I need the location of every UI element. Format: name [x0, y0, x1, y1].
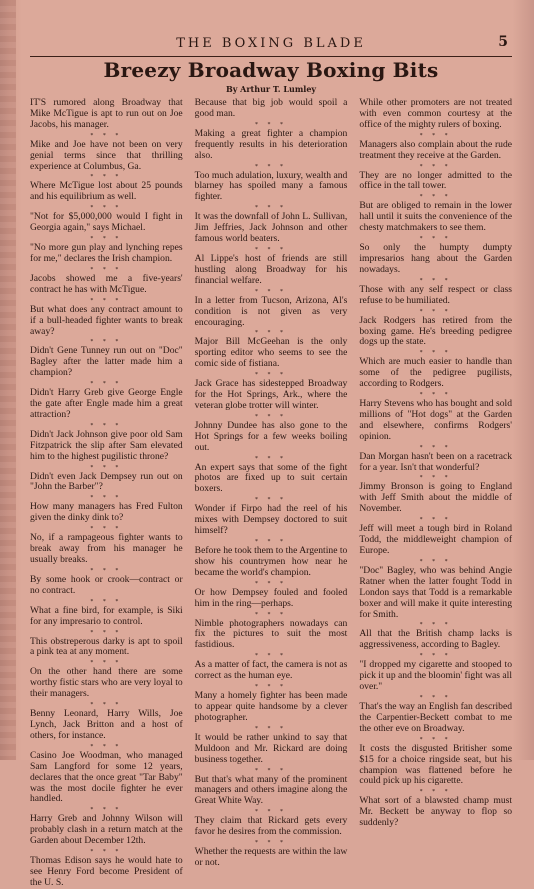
article-paragraph: Because that big job would spoil a good man. — [194, 97, 348, 119]
section-separator: * * * — [419, 308, 452, 315]
column-2 — [194, 97, 348, 868]
section-separator: * * * — [255, 121, 287, 128]
article-paragraph: Jack Grace has sidestepped Broadway for the Hot Springs, Ark., where the veteran globe trotter will winter. — [194, 378, 348, 411]
article-paragraph: "I dropped my cigarette and stooped to pick it up and the bloomin' fight was all over." — [359, 659, 513, 693]
section-separator: * * * — [255, 611, 287, 618]
section-separator: * * * — [255, 205, 287, 212]
article-paragraph: How many managers has Fred Fulton given the dinky dink to? — [30, 501, 183, 524]
article-paragraph: So only the humpty dumpty impresarios hang about the Garden nowadays. — [359, 242, 513, 275]
article-paragraph: But that's what many of the prominent managers and others imagine along the Great White Way. — [194, 773, 348, 807]
article-paragraph: They are no longer admitted to the office in the tall tower. — [359, 169, 513, 192]
article-paragraph: In a letter from Tucson, Arizona, Al's condition is not given as very encouraging. — [194, 294, 348, 328]
section-separator: * * * — [90, 807, 123, 814]
section-separator: * * * — [255, 413, 287, 420]
article-paragraph: Casino Joe Woodman, who managed Sam Langford for some 12 years, declares that the once great "Tar Baby" was the most docile fighter he ever handled. — [30, 749, 183, 805]
section-separator: * * * — [90, 174, 123, 181]
section-separator: * * * — [90, 205, 123, 212]
article-paragraph: Thomas Edison says he would hate to see Henry Ford become President of the U. S. — [30, 855, 183, 888]
section-separator: * * * — [90, 297, 123, 304]
section-separator: * * * — [90, 526, 123, 533]
article-paragraph: Mike and Joe have not been on very genial terms since that thrilling experience at Columbus, Ga. — [30, 138, 183, 172]
article-paragraph: Jacobs showed me a five-years' contract he has with McTigue. — [30, 272, 183, 295]
article-paragraph: "Not for $5,000,000 would I fight in Georgia again," says Michael. — [30, 211, 183, 234]
article-paragraph: An expert says that some of the fight photos are fixed up to suit certain boxers. — [194, 461, 348, 495]
section-separator: * * * — [90, 266, 123, 273]
section-separator: * * * — [90, 629, 123, 636]
article-paragraph: Making a great fighter a champion frequently results in his deterioration also. — [194, 127, 348, 161]
article-paragraph: IT'S rumored along Broadway that Mike McTigue is apt to run out on Joe Jacobs, his manager. — [30, 97, 183, 130]
section-separator: * * * — [255, 330, 287, 337]
section-separator: * * * — [255, 725, 287, 732]
article-paragraph: It was the downfall of John L. Sullivan, Jim Jeffries, Jack Johnson and other famous world beaters. — [194, 211, 348, 245]
article-paragraph: It costs the disgusted Britisher some $15 for a choice ringside seat, but his champion was flattened before he could pick up his cigarette. — [359, 742, 513, 787]
article-paragraph: Benny Leonard, Harry Wills, Joe Lynch, Jack Britton and a host of others, for instance. — [30, 708, 183, 741]
article-paragraph: Where McTigue lost about 25 pounds and his equilibrium as well. — [30, 180, 183, 203]
section-separator: * * * — [255, 684, 287, 691]
article-paragraph: No, if a rampageous fighter wants to break away from his manager he usually breaks. — [30, 532, 183, 565]
section-separator: * * * — [419, 558, 452, 565]
section-separator: * * * — [255, 809, 287, 816]
section-separator: * * * — [90, 495, 123, 502]
section-separator: * * * — [90, 381, 123, 388]
section-separator: * * * — [90, 702, 123, 709]
article-paragraph: As a matter of fact, the camera is not as correct as the human eye. — [194, 659, 348, 682]
article-paragraph: Didn't Harry Greb give George Engle the gate after Engle made him a great attraction? — [30, 387, 183, 420]
article-paragraph: Nimble photographers nowadays can fix the pictures to suit the most fastidious. — [194, 617, 348, 651]
article-paragraph: On the other hand there are some worthy fistic stars who are very loyal to their managers. — [30, 666, 183, 700]
article-paragraph: Didn't Jack Johnson give poor old Sam Fitzpatrick the slip after Sam elevated him to the highest pugilistic throne? — [30, 428, 183, 462]
section-separator: * * * — [419, 622, 452, 629]
section-separator: * * * — [419, 236, 452, 243]
article-paragraph: Whether the requests are within the law or not. — [194, 846, 348, 868]
section-separator: * * * — [419, 350, 452, 357]
article-title: Breezy Broadway Boxing Bits — [103, 58, 439, 82]
article-paragraph: That's the way an English fan described the Carpentier-Beckett combat to me the other eve on Broadway. — [359, 700, 513, 734]
article-byline: By Arthur T. Lumley — [225, 84, 317, 94]
article-paragraph: Jack Rodgers has retired from the boxing game. He's breeding pedigree dogs up the state. — [359, 314, 513, 348]
section-separator: * * * — [255, 372, 287, 379]
article-paragraph: Too much adulation, luxury, wealth and blarney has spoiled many a famous fighter. — [194, 169, 348, 203]
article-paragraph: This obstreperous darky is apt to spoil a pink tea at any moment. — [30, 635, 183, 658]
article-paragraph: Harry Greb and Johnny Wilson will probably clash in a return match at the Garden about December 12th. — [30, 813, 183, 847]
section-separator: * * * — [90, 422, 123, 429]
article-paragraph: What a fine bird, for example, is Siki for any impresario to control. — [30, 604, 183, 627]
section-separator: * * * — [90, 849, 123, 856]
article-paragraph: It would be rather unkind to say that Muldoon and Mr. Rickard are doing business together. — [194, 731, 348, 765]
section-separator: * * * — [419, 132, 452, 139]
section-separator: * * * — [255, 767, 287, 774]
article-paragraph: But what does any contract amount to if a bull-headed fighter wants to break away? — [30, 303, 183, 337]
article-body — [30, 97, 513, 888]
section-separator: * * * — [90, 743, 123, 750]
article-paragraph: What sort of a blawsted champ must Mr. Beckett be anyway to flop so suddenly? — [359, 795, 513, 829]
section-separator: * * * — [419, 444, 452, 451]
section-separator: * * * — [255, 580, 287, 587]
article-paragraph: Major Bill McGeehan is the only sporting editor who seems to see the comic side of fistiana. — [194, 336, 348, 370]
section-separator: * * * — [255, 288, 287, 295]
article-paragraph: Managers also complain about the rude treatment they receive at the Garden. — [359, 138, 513, 161]
article-paragraph: Didn't Gene Tunney run out on "Doc" Bagley after the latter made him a champion? — [30, 345, 183, 379]
running-header — [30, 34, 512, 57]
section-separator: * * * — [419, 653, 452, 660]
article-paragraph: While other promoters are not treated with even common courtesy at the office of the mighty rulers of boxing. — [359, 97, 513, 130]
article-paragraph: "No more gun play and lynching repes for me," declares the Irish champion. — [30, 242, 183, 264]
page-number: 5 — [498, 34, 508, 50]
article-paragraph: Dan Morgan hasn't been on a racetrack for a year. Isn't that wonderful? — [359, 450, 513, 473]
article-paragraph: Johnny Dundee has also gone to the Hot Springs for a few weeks boiling out. — [194, 419, 348, 453]
section-separator: * * * — [255, 455, 287, 462]
article-paragraph: Or how Dempsey fouled and fooled him in the ring—perhaps. — [194, 586, 348, 609]
article-paragraph: "Doc" Bagley, who was behind Angie Ratner when the latter fought Todd in London says that Todd is a remarkable boxer and will make it quite interesting for Smith. — [359, 564, 513, 620]
section-separator: * * * — [419, 277, 452, 284]
section-separator: * * * — [90, 660, 123, 667]
publication-title: THE BOXING BLADE — [176, 36, 366, 51]
section-separator: * * * — [90, 464, 123, 471]
section-separator: * * * — [419, 163, 452, 170]
article-paragraph: Before he took them to the Argentine to show his countrymen how near he became the world's champion. — [194, 545, 348, 578]
section-separator: * * * — [419, 392, 452, 399]
article-paragraph: By some hook or crook—contract or no contract. — [30, 573, 183, 596]
article-paragraph: Didn't even Jack Dempsey run out on "John the Barber"? — [30, 470, 183, 493]
column-1 — [30, 97, 183, 888]
article-paragraph: Harry Stevens who has bought and sold millions of "Hot dogs" at the Garden and elsewhere, confirms Rodgers' opinion. — [359, 398, 513, 442]
article-paragraph: All that the British champ lacks is aggressiveness, according to Bagley. — [359, 628, 513, 651]
section-separator: * * * — [90, 567, 123, 574]
section-separator: * * * — [255, 840, 287, 847]
section-separator: * * * — [90, 132, 123, 139]
section-separator: * * * — [419, 736, 452, 743]
section-separator: * * * — [255, 653, 287, 660]
page-binding — [0, 0, 16, 760]
article-paragraph: They claim that Rickard gets every favor he desires from the commission. — [194, 815, 348, 838]
column-3 — [359, 97, 513, 829]
section-separator: * * * — [90, 339, 123, 346]
article-paragraph: Jimmy Bronson is going to England with Jeff Smith about the middle of November. — [359, 481, 513, 515]
section-separator: * * * — [255, 246, 287, 253]
section-separator: * * * — [255, 539, 287, 545]
section-separator: * * * — [419, 789, 452, 796]
section-separator: * * * — [90, 598, 123, 605]
article-paragraph: Jeff will meet a tough bird in Roland Todd, the middleweight champion of Europe. — [359, 523, 513, 556]
section-separator: * * * — [255, 163, 287, 170]
section-separator: * * * — [90, 236, 123, 243]
section-separator: * * * — [419, 517, 452, 524]
article-paragraph: Wonder if Firpo had the reel of his mixes with Dempsey doctored to suit himself? — [194, 503, 348, 537]
article-paragraph: But are obliged to remain in the lower hall until it suits the convenience of the chesty matchmakers to see them. — [359, 200, 513, 234]
article-paragraph: Many a homely fighter has been made to appear quite handsome by a clever photographer. — [194, 690, 348, 723]
section-separator: * * * — [255, 497, 287, 504]
article-paragraph: Which are much easier to handle than some of the pedigree pugilists, according to Rodgers. — [359, 356, 513, 390]
section-separator: * * * — [419, 475, 452, 482]
article-paragraph: Al Lippe's host of friends are still hustling along Broadway for his financial welfare. — [194, 252, 348, 286]
section-separator: * * * — [419, 194, 452, 201]
article-paragraph: Those with any self respect or class refuse to be humiliated. — [359, 283, 513, 306]
section-separator: * * * — [419, 694, 452, 701]
